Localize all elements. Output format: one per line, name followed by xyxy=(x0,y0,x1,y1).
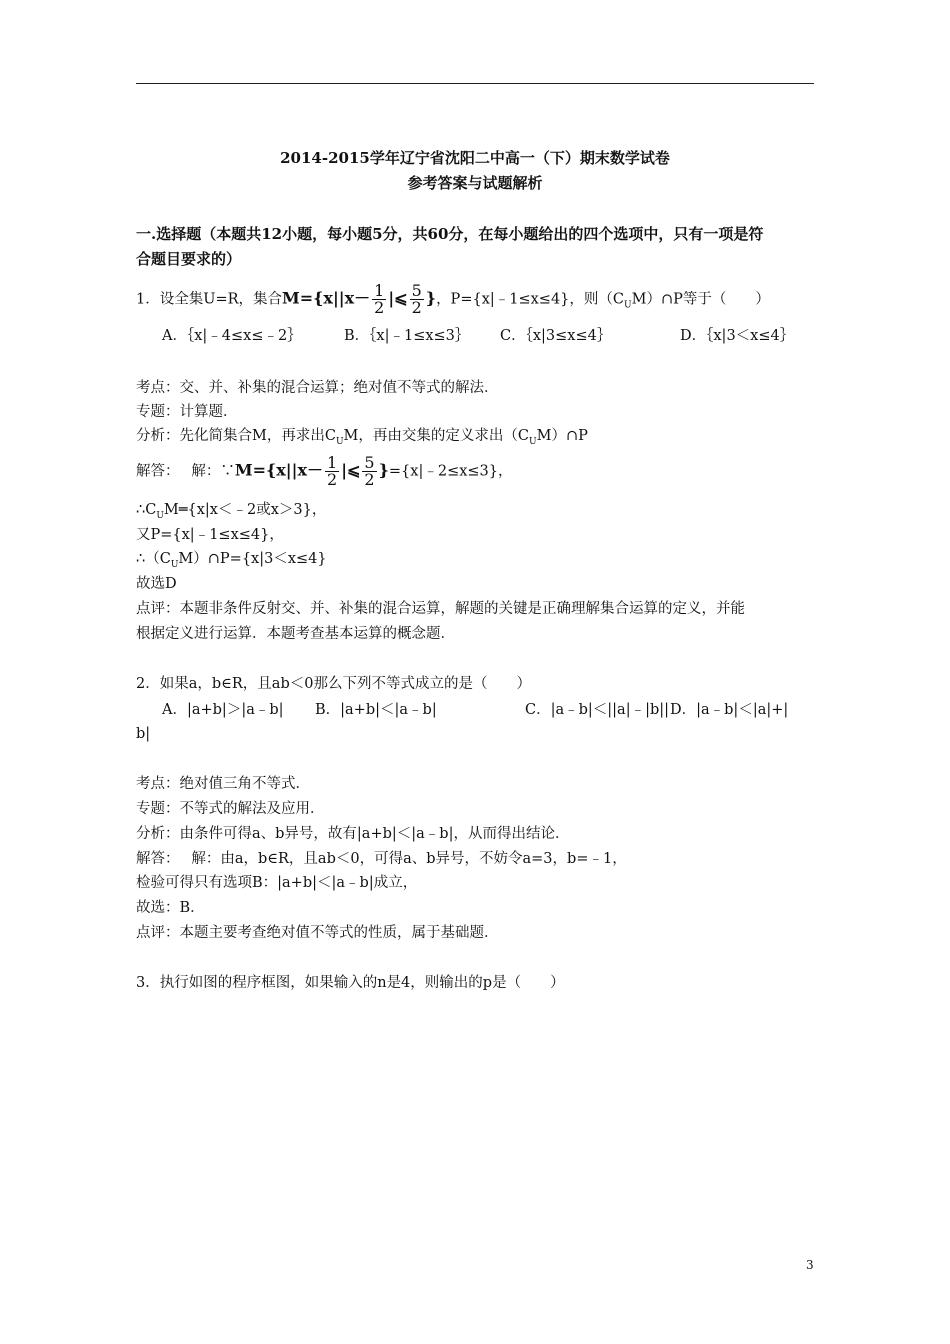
q1-fenxi-a: 分析：先化简集合M，再求出C xyxy=(136,428,336,444)
q1-option-a: A．｛x|﹣4≤x≤﹣2｝ xyxy=(162,328,302,344)
q1-kaodian: 考点：交、并、补集的混合运算；绝对值不等式的解法． xyxy=(136,380,499,396)
q1-complement-a: ∴C xyxy=(136,502,157,518)
q2-fenxi: 分析：由条件可得a、b异号，故有|a+b|＜|a﹣b|，从而得出结论． xyxy=(136,826,570,842)
q2-check: 检验可得只有选项B：|a+b|＜|a﹣b|成立， xyxy=(136,875,418,891)
q2-option-b: B．|a+b|＜|a﹣b| xyxy=(315,702,437,718)
q1-fenxi-sub-u1: U xyxy=(335,436,344,447)
q1-stem-c: M）∩P等于（ ） xyxy=(631,291,770,308)
q1-jieda-half-denominator: 2 xyxy=(327,470,338,489)
q1-half-numerator: 1 xyxy=(374,281,385,300)
q1-jieda-label: 解答： 解：∵ xyxy=(136,463,235,480)
q1-jieda-fraction-half xyxy=(325,455,339,488)
q1-jieda-set-mid: |⩽ xyxy=(341,460,361,480)
q1-complement-b: M═{x|x＜﹣2或x＞3}， xyxy=(163,502,327,518)
q2-option-d: D．|a﹣b|＜|a|+| xyxy=(670,702,789,718)
q2-stem: 2．如果a，b∈R，且ab＜0那么下列不等式成立的是（ ） xyxy=(136,676,531,692)
q1-fenxi-b: M，再由交集的定义求出（C xyxy=(343,428,529,444)
q1-set-m-mid: |⩽ xyxy=(388,288,408,308)
q1-stem-a: 1．设全集U=R，集合 xyxy=(136,291,283,308)
q1-jieda-half-numerator: 1 xyxy=(327,453,338,472)
q1-jieda-fraction-five-halves xyxy=(362,455,376,488)
q1-choose: 故选D xyxy=(136,576,177,592)
q1-answer-a: ∴（C xyxy=(136,551,171,567)
page-title: 2014-2015学年辽宁省沈阳二中高一（下）期末数学试卷 xyxy=(280,149,670,167)
q1-complement-sub-u: U xyxy=(156,510,164,521)
q1-jieda-set-close: } xyxy=(378,460,389,480)
page-subtitle: 参考答案与试题解析 xyxy=(407,174,543,192)
q1-fenxi xyxy=(136,426,588,452)
q2-option-a: A．|a+b|＞|a﹣b| xyxy=(162,702,284,718)
q2-choose: 故选：B． xyxy=(136,900,205,916)
page-number: 3 xyxy=(806,1258,814,1272)
q1-jieda-set-prefix: M={x||x－ xyxy=(234,460,323,480)
q1-answer-b: M）∩P={x|3＜x≤4} xyxy=(178,551,327,567)
section-heading-line1: 一.选择题（本题共12小题，每小题5分，共60分，在每小题给出的四个选项中，只有一项是符 xyxy=(136,225,764,243)
q3-stem: 3．执行如图的程序框图，如果输入的n是4，则输出的p是（ ） xyxy=(136,975,565,991)
q1-five-denominator: 2 xyxy=(411,298,422,317)
q2-options xyxy=(162,700,788,720)
q2-zhuanti: 专题：不等式的解法及应用． xyxy=(136,801,325,817)
q1-option-d: D．｛x|3＜x≤4｝ xyxy=(680,328,795,344)
q1-options xyxy=(162,326,794,346)
q2-option-d-continued: b| xyxy=(136,726,151,742)
q1-option-c: C．｛x|3≤x≤4｝ xyxy=(500,328,612,344)
q1-jieda-result: ={x|﹣2≤x≤3}， xyxy=(388,463,513,480)
q1-stem-b: ，P={x|﹣1≤x≤4}，则（C xyxy=(436,291,625,308)
q1-jieda-five-denominator: 2 xyxy=(364,470,375,489)
q1-fenxi-c: M）∩P xyxy=(536,428,588,444)
q1-half-denominator: 2 xyxy=(374,298,385,317)
q1-fraction-five-halves xyxy=(410,283,424,316)
q1-set-m-close: } xyxy=(425,288,437,308)
q1-stem xyxy=(136,283,770,316)
q1-answer-sub-u: U xyxy=(170,559,179,570)
q2-jieda: 解答： 解：由a，b∈R，且ab＜0，可得a、b异号，不妨令a=3，b=﹣1， xyxy=(136,851,627,867)
q1-set-m-prefix: M={x||x－ xyxy=(282,288,371,308)
q2-kaodian: 考点：绝对值三角不等式． xyxy=(136,776,310,792)
q1-jieda-five-numerator: 5 xyxy=(364,453,375,472)
q1-answer-line xyxy=(136,549,327,575)
q1-complement-line xyxy=(136,500,326,526)
q1-comment-line1: 点评：本题非条件反射交、并、补集的混合运算，解题的关键是正确理解集合运算的定义，并能 xyxy=(136,601,745,617)
section-heading-line2: 合题目要求的） xyxy=(136,250,242,268)
q1-option-b: B．｛x|﹣1≤x≤3｝ xyxy=(344,328,470,344)
q1-five-numerator: 5 xyxy=(411,281,422,300)
q1-fraction-half xyxy=(372,283,386,316)
q1-comment-line2: 根据定义进行运算．本题考查基本运算的概念题． xyxy=(136,626,455,642)
q1-stem-sub-u: U xyxy=(624,300,632,311)
q1-fenxi-sub-u2: U xyxy=(529,436,537,447)
q1-set-p-line: 又P={x|﹣1≤x≤4}， xyxy=(136,527,284,543)
header-rule xyxy=(136,83,814,84)
q1-zhuanti: 专题：计算题． xyxy=(136,404,238,420)
q2-comment: 点评：本题主要考查绝对值不等式的性质，属于基础题． xyxy=(136,925,499,941)
q2-option-c: C．|a﹣b|＜||a|﹣|b|| xyxy=(525,702,670,718)
q1-jieda xyxy=(136,455,513,488)
